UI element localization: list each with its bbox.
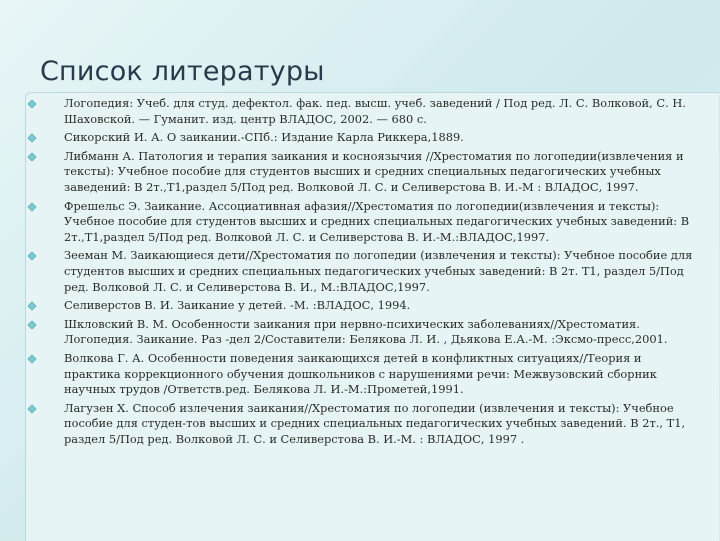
reference-list: [28, 96, 700, 450]
reference-item: [28, 199, 700, 246]
slide-title: Список литературы: [40, 56, 325, 87]
bullet-icon: [27, 404, 36, 413]
reference-item: [28, 248, 700, 295]
reference-item: [28, 317, 700, 348]
bullet-icon: [27, 252, 36, 261]
reference-text: Логопедия: Учеб. для студ. дефектол. фак. пед. высш. учеб. заведений / Под ред. Л. С. Волковой, С. Н. Шаховской. — Гуманит. изд. центр ВЛАДОС, 2002. — 680 с.: [64, 96, 686, 126]
reference-text: Волкова Г. А. Особенности поведения заикающихся детей в конфликтных ситуациях//Теория и практика коррекционного обучения дошкольников с нарушениями речи: Межвузовский сборник научных трудов /Ответств.ред. Белякова Л. И.-М.:Прометей,1991.: [64, 350, 657, 397]
reference-item: [28, 298, 700, 314]
reference-item: [28, 130, 700, 146]
reference-item: [28, 401, 700, 448]
reference-text: Зееман М. Заикающиеся дети//Хрестоматия по логопедии (извлечения и тексты): Учебное пособие для студентов высших и средних специальных педагогических учебных заведений: В 2т. Т1, раздел 5/Под ред. Волковой Л. С. и Селиверстова В. И., М.:ВЛАДОС,1997.: [64, 248, 693, 294]
bullet-icon: [27, 99, 36, 108]
reference-text: Лагузен Х. Способ излечения заикания//Хрестоматия по логопедии (извлечения и тексты): Учебное пособие для студен-тов высших и средних специальных педагогических учебных заведений. В 2т., Т1, раздел 5/Под ред. Волковой Л. С. и Селиверстова В. И.-М. : ВЛАДОС, 1997 .: [64, 400, 686, 446]
reference-text: Фрешельс Э. Заикание. Ассоциативная афазия//Хрестоматия по логопедии(извлечения и тексты): Учебное пособие для студентов высших и средних специальных педагогических учебных заведений: В 2т.,Т1,раздел 5/Под ред. Волковой Л. С. и Селиверстова В. И.-М.:ВЛАДОС,1997.: [64, 198, 690, 244]
bullet-icon: [27, 202, 36, 211]
bullet-icon: [27, 134, 36, 143]
bullet-icon: [27, 302, 36, 311]
reference-text: Селиверстов В. И. Заикание у детей. -М. :ВЛАДОС, 1994.: [64, 298, 411, 313]
bullet-icon: [27, 152, 36, 161]
bullet-icon: [27, 354, 36, 363]
bullet-icon: [27, 320, 36, 329]
reference-text: Шкловский В. М. Особенности заикания при нервно-психических заболеваниях//Хрестоматия. Логопедия. Заикание. Раз -дел 2/Составители: Белякова Л. И. , Дьякова Е.А.-М. :Эксмо-пресс,2001.: [64, 316, 668, 347]
reference-item: [28, 96, 700, 127]
reference-item: [28, 351, 700, 398]
reference-text: Либманн А. Патология и терапия заикания и косноязычия //Хрестоматия по логопедии(извлечения и тексты): Учебное пособие для студентов высших и средних специальных педагогических учебных заведений: В 2т.,Т1,раздел 5/Под ред. Волковой Л. С. и Селиверстова В. И.-М : ВЛАДОС, 1997.: [64, 148, 684, 194]
reference-item: [28, 149, 700, 196]
reference-text: Сикорский И. А. О заикании.-СПб.: Издание Карла Риккера,1889.: [64, 130, 464, 145]
